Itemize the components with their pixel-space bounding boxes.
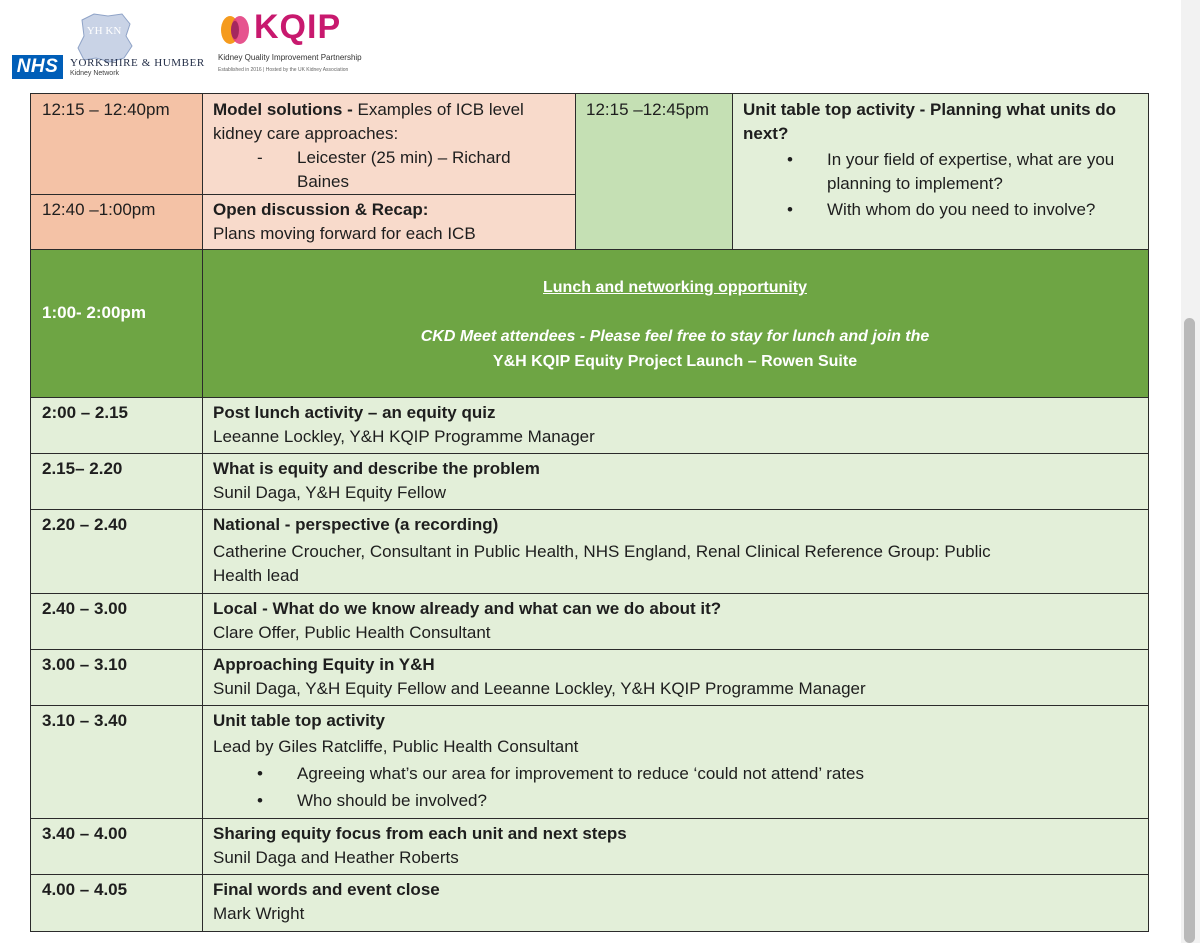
session-presenter: Sunil Daga, Y&H Equity Fellow and Leeanne Lockley, Y&H KQIP Programme Manager (213, 679, 866, 698)
time-cell (31, 194, 202, 249)
session-desc: Examples of ICB level (352, 100, 524, 119)
row-divider (31, 509, 1149, 510)
bullet-item (213, 762, 1148, 786)
network-monogram: YH KN (86, 25, 122, 37)
session-title: What is equity and describe the problem (213, 459, 540, 478)
session-title: Model solutions - (213, 100, 353, 119)
lunch-cell (202, 249, 1148, 397)
session-cell (202, 453, 1148, 509)
time-text: 12:15 – 12:40pm (42, 100, 170, 119)
bullet-marker: • (787, 150, 793, 169)
session-cell (202, 397, 1148, 453)
bullet-line-1: With whom do you need to involve? (827, 200, 1096, 219)
dash-list-item (213, 146, 575, 194)
network-subtitle: Kidney Network (70, 70, 120, 77)
session-presenter: Sunil Daga and Heather Roberts (213, 848, 459, 867)
row-divider (31, 397, 1149, 398)
scrollbar-thumb[interactable] (1184, 318, 1195, 943)
table-border-bottom (31, 931, 1149, 932)
row-divider (31, 705, 1149, 706)
bullet-line-1: In your field of expertise, what are you (827, 150, 1115, 169)
dash-marker: - (257, 148, 263, 167)
bullet-item (743, 148, 1148, 196)
session-title-line-1: Unit table top activity - Planning what units do (743, 100, 1117, 119)
network-name-block (70, 57, 205, 77)
session-title: Local - What do we know already and what can we do about it? (213, 599, 722, 618)
row-divider (31, 453, 1149, 454)
time-cell (575, 94, 732, 249)
session-desc: Plans moving forward for each ICB (213, 224, 476, 243)
kqip-established: Established in 2016 | Hosted by the UK Kidney Association (218, 67, 349, 73)
session-title: Approaching Equity in Y&H (213, 655, 435, 674)
column-divider (575, 93, 576, 249)
time-text: 12:40 –1:00pm (42, 200, 156, 219)
row-divider (31, 874, 1149, 875)
time-text: 3.40 – 4.00 (42, 824, 128, 843)
time-cell (31, 509, 202, 593)
time-cell (31, 453, 202, 509)
session-presenter: Mark Wright (213, 904, 305, 923)
kqip-logo (218, 10, 378, 80)
bullet-item (743, 198, 1148, 222)
time-text: 3.00 – 3.10 (42, 655, 128, 674)
row-divider (31, 249, 1149, 250)
bullet-marker: • (257, 764, 263, 783)
session-presenter: Leeanne Lockley, Y&H KQIP Programme Manager (213, 427, 595, 446)
network-name: YORKSHIRE & HUMBER (70, 57, 205, 69)
session-cell (202, 705, 1148, 818)
lunch-time-text: 1:00- 2:00pm (42, 303, 146, 322)
bullet-line-2: planning to implement? (827, 174, 1003, 193)
table-border-left (30, 93, 31, 932)
bullet-item (213, 789, 1148, 813)
time-text: 2.20 – 2.40 (42, 515, 128, 534)
session-presenter: Sunil Daga, Y&H Equity Fellow (213, 483, 447, 502)
nhs-badge: NHS (12, 55, 63, 79)
session-title: Post lunch activity – an equity quiz (213, 403, 496, 422)
time-cell (31, 593, 202, 649)
row-divider (31, 593, 1149, 594)
session-cell (202, 194, 575, 249)
bullet-marker: • (787, 200, 793, 219)
time-text: 4.00 – 4.05 (42, 880, 128, 899)
session-cell (732, 94, 1148, 249)
table-border-right (1148, 93, 1149, 932)
session-title: Final words and event close (213, 880, 440, 899)
session-title: Unit table top activity (213, 711, 385, 730)
session-title: Open discussion & Recap: (213, 200, 429, 219)
table-border-top (31, 93, 1149, 94)
time-cell (31, 874, 202, 932)
kqip-subtitle: Kidney Quality Improvement Partnership (218, 53, 362, 62)
row-divider (31, 649, 1149, 650)
session-title: Sharing equity focus from each unit and next steps (213, 824, 627, 843)
time-text: 3.10 – 3.40 (42, 711, 128, 730)
yorkshire-humber-kidney-network-logo (12, 10, 205, 82)
time-cell (31, 94, 202, 194)
session-cell (202, 593, 1148, 649)
bullet-text: Agreeing what’s our area for improvement to reduce ‘could not attend’ rates (297, 764, 864, 783)
session-presenter: Lead by Giles Ratcliffe, Public Health Consultant (213, 737, 579, 756)
dash-item-line-2: Baines (297, 172, 349, 191)
row-divider (31, 818, 1149, 819)
time-cell (31, 649, 202, 705)
session-title-line-2: next? (743, 124, 789, 143)
kqip-wordmark: KQIP (254, 8, 342, 46)
time-cell (31, 397, 202, 453)
session-title: National - perspective (a recording) (213, 515, 499, 534)
column-divider (732, 93, 733, 249)
column-divider (202, 93, 203, 932)
session-cell (202, 649, 1148, 705)
session-presenter: Clare Offer, Public Health Consultant (213, 623, 491, 642)
dash-item-line-1: Leicester (25 min) – Richard (297, 148, 511, 167)
session-cell (202, 94, 575, 194)
session-cell (202, 818, 1148, 874)
time-text: 2.15– 2.20 (42, 459, 123, 478)
lunch-line-2: Y&H KQIP Equity Project Launch – Rowen Suite (492, 353, 858, 370)
time-text: 2.40 – 3.00 (42, 599, 128, 618)
lunch-title: Lunch and networking opportunity (543, 279, 807, 296)
lunch-time-cell (31, 249, 202, 397)
row-divider (31, 194, 575, 195)
bullet-text: Who should be involved? (297, 791, 487, 810)
lunch-line-1: CKD Meet attendees - Please feel free to stay for lunch and join the (420, 328, 930, 345)
session-cell (202, 509, 1148, 593)
time-text: 12:15 –12:45pm (586, 100, 709, 119)
bullet-marker: • (257, 791, 263, 810)
time-cell (31, 818, 202, 874)
session-desc-2: kidney care approaches: (213, 124, 399, 143)
session-cell (202, 874, 1148, 932)
time-text: 2:00 – 2.15 (42, 403, 129, 422)
time-cell (31, 705, 202, 818)
session-presenter: Catherine Croucher, Consultant in Public Health, NHS England, Renal Clinical Reference Group: Public (213, 542, 991, 561)
kqip-kidney-icon (218, 12, 254, 48)
session-presenter-line-2: Health lead (213, 566, 300, 585)
